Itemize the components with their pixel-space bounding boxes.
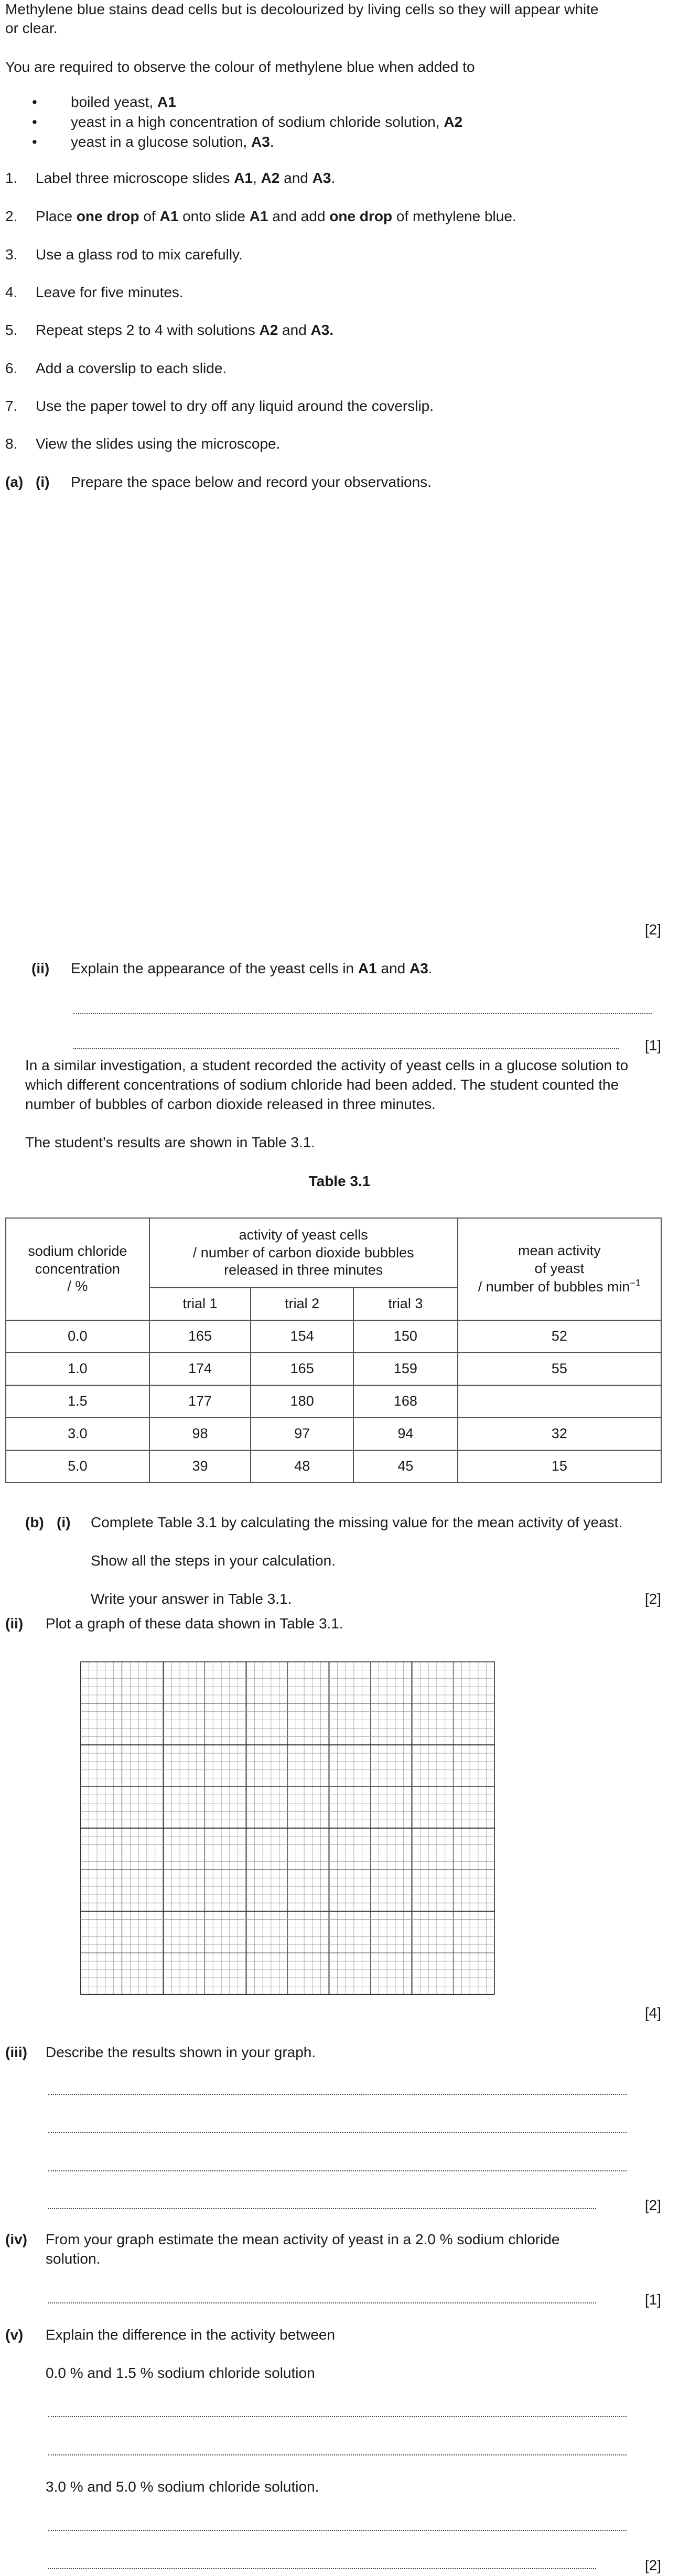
table-row (6, 1353, 661, 1385)
mean-activity-cell: 32 (458, 1418, 661, 1450)
header-activity: activity of yeast cells / number of carbon dioxide bubbles released in three minutes (149, 1218, 458, 1288)
step-text: Use a glass rod to mix carefully. (36, 246, 243, 263)
bullet-icon: • (32, 114, 37, 130)
question-a-ii-text: Explain the appearance of the yeast cells in A1 and A3. (71, 960, 433, 976)
question-a-ii-label: (ii) (31, 960, 50, 976)
trial-cell: 45 (353, 1450, 458, 1483)
intro-line-1: Methylene blue stains dead cells but is decolourized by living cells so they will appear white (5, 1, 599, 17)
similar-line-2: which different concentrations of sodium chloride had been added. The student counted the (25, 1077, 619, 1093)
question-b-label: (b) (25, 1514, 44, 1530)
trial-cell: 159 (353, 1353, 458, 1385)
marks-b-iii: [2] (644, 2197, 661, 2213)
mean-activity-cell: 55 (458, 1353, 661, 1385)
trial-cell: 165 (251, 1353, 353, 1385)
observation-space[interactable] (80, 498, 646, 917)
trial-cell: 94 (353, 1418, 458, 1450)
bullet-icon: • (32, 94, 37, 110)
trial-cell: 39 (149, 1450, 251, 1483)
table-row (6, 1385, 661, 1418)
similar-line-1: In a similar investigation, a student recorded the activity of yeast cells in a glucose solution to (25, 1057, 629, 1073)
question-a-i-label: (i) (36, 474, 50, 490)
trial-cell: 165 (149, 1320, 251, 1353)
bullet-list (32, 93, 463, 153)
question-b-i-show: Show all the steps in your calculation. (91, 1552, 336, 1569)
header-mean-activity: mean activity of yeast / number of bubbles $\min^{-1}$ (458, 1218, 661, 1320)
step-text: Use the paper towel to dry off any liquid around the coverslip. (36, 398, 434, 414)
step-text: Leave for five minutes. (36, 284, 184, 300)
concentration-cell: 1.5 (6, 1385, 149, 1418)
question-b-iii-label: (iii) (5, 2044, 27, 2060)
concentration-cell: 5.0 (6, 1450, 149, 1483)
graph-grid[interactable] (80, 1661, 495, 1995)
bullet-item: • yeast in a glucose solution, A3. (32, 134, 274, 150)
marks-a-ii: [1] (644, 1037, 661, 1053)
table-row (6, 1320, 661, 1353)
marks-b-v: [2] (644, 2557, 661, 2573)
step-text: Add a coverslip to each slide. (36, 360, 227, 376)
step-text: Place one drop of A1 onto slide A1 and add one drop of methylene blue. (36, 208, 516, 224)
trial-cell: 177 (149, 1385, 251, 1418)
question-b-i-label: (i) (57, 1514, 71, 1530)
intro-required: You are required to observe the colour of methylene blue when added to (5, 59, 475, 75)
trial-cell: 150 (353, 1320, 458, 1353)
answer-line[interactable] (48, 2568, 596, 2569)
step-number: 2. (5, 208, 18, 224)
bullet-item: • yeast in a high concentration of sodium chloride solution, A2 (32, 114, 463, 130)
answer-line[interactable] (48, 2530, 627, 2531)
marks-b-i: [2] (644, 1591, 661, 1607)
mean-activity-cell[interactable] (458, 1385, 661, 1418)
answer-line[interactable] (48, 2132, 627, 2133)
trial-cell: 98 (149, 1418, 251, 1450)
question-b-iii-text: Describe the results shown in your graph. (46, 2044, 316, 2060)
header-trial-3: trial 3 (353, 1288, 458, 1320)
intro-line-2: or clear. (5, 20, 58, 36)
concentration-cell: 1.0 (6, 1353, 149, 1385)
concentration-cell: 0.0 (6, 1320, 149, 1353)
mean-activity-cell: 15 (458, 1450, 661, 1483)
answer-line[interactable] (48, 2094, 627, 2095)
answer-line[interactable] (48, 2454, 627, 2455)
question-b-i-write: Write your answer in Table 3.1. (91, 1591, 292, 1607)
marks-b-ii: [4] (644, 2005, 661, 2021)
mean-activity-cell: 52 (458, 1320, 661, 1353)
question-b-ii-label: (ii) (5, 1615, 24, 1632)
question-b-iv-line-2: solution. (46, 2251, 101, 2267)
trial-cell: 154 (251, 1320, 353, 1353)
graph-paper[interactable] (80, 1661, 495, 1995)
step-number: 6. (5, 360, 18, 376)
step-number: 1. (5, 170, 18, 186)
answer-line[interactable] (73, 1048, 619, 1049)
question-a-label: (a) (5, 474, 24, 490)
trial-cell: 168 (353, 1385, 458, 1418)
question-a-i-text: Prepare the space below and record your observations. (71, 474, 432, 490)
answer-line[interactable] (48, 2416, 627, 2417)
question-b-ii-text: Plot a graph of these data shown in Table 3.1. (46, 1615, 343, 1632)
answer-line[interactable] (73, 1013, 652, 1014)
comparison-1: 0.0 % and 1.5 % sodium chloride solution (46, 2365, 315, 2381)
results-intro: The student’s results are shown in Table 3.1. (25, 1134, 316, 1150)
question-b-iv-label: (iv) (5, 2231, 27, 2247)
step-text: View the slides using the microscope. (36, 436, 281, 452)
answer-line[interactable] (48, 2170, 627, 2171)
trial-cell: 97 (251, 1418, 353, 1450)
header-concentration: sodium chloride concentration / % (6, 1218, 149, 1320)
step-number: 7. (5, 398, 18, 414)
answer-line[interactable] (48, 2208, 596, 2209)
step-number: 3. (5, 246, 18, 263)
step-text: Repeat steps 2 to 4 with solutions A2 and A3. (36, 322, 334, 338)
question-b-i-text: Complete Table 3.1 by calculating the missing value for the mean activity of yeast. (91, 1514, 623, 1530)
table-row (6, 1450, 661, 1483)
step-number: 5. (5, 322, 18, 338)
step-number: 4. (5, 284, 18, 300)
answer-line[interactable] (48, 2302, 596, 2303)
step-text: Label three microscope slides A1, A2 and A3. (36, 170, 336, 186)
table-row (6, 1418, 661, 1450)
question-b-iv-line-1: From your graph estimate the mean activity of yeast in a 2.0 % sodium chloride (46, 2231, 560, 2247)
header-trial-1: trial 1 (149, 1288, 251, 1320)
bullet-icon: • (32, 134, 37, 150)
results-table (5, 1218, 662, 1483)
header-trial-2: trial 2 (251, 1288, 353, 1320)
step-number: 8. (5, 436, 18, 452)
marks-b-iv: [1] (644, 2291, 661, 2308)
trial-cell: 174 (149, 1353, 251, 1385)
similar-line-3: number of bubbles of carbon dioxide released in three minutes. (25, 1096, 436, 1112)
question-b-v-label: (v) (5, 2327, 24, 2343)
trial-cell: 180 (251, 1385, 353, 1418)
concentration-cell: 3.0 (6, 1418, 149, 1450)
question-b-v-text: Explain the difference in the activity between (46, 2327, 336, 2343)
trial-cell: 48 (251, 1450, 353, 1483)
table-title: Table 3.1 (308, 1173, 371, 1189)
bullet-item: • boiled yeast, A1 (32, 94, 176, 110)
marks-a-i: [2] (644, 921, 661, 938)
comparison-2: 3.0 % and 5.0 % sodium chloride solution. (46, 2479, 319, 2495)
